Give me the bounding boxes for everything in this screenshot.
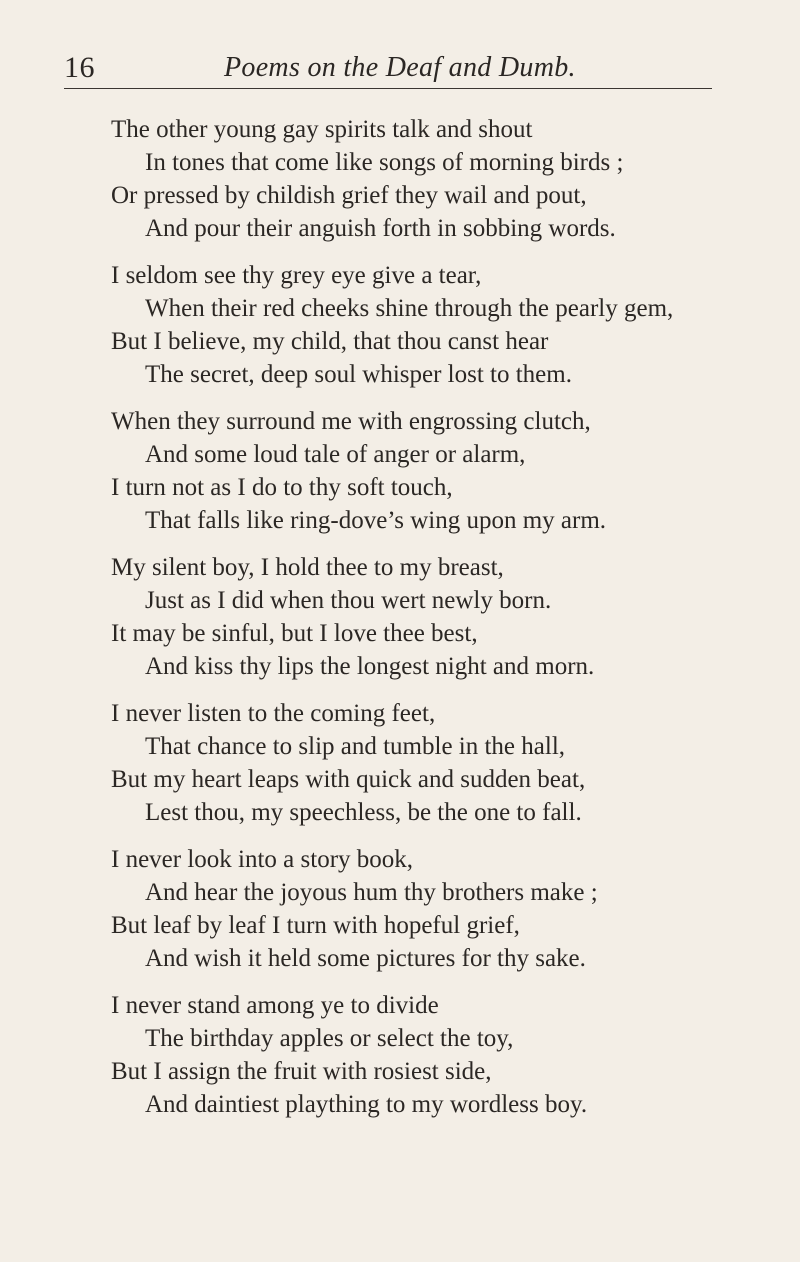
poem-line: But I assign the fruit with rosiest side, <box>111 1058 492 1085</box>
stanza-1 <box>111 113 751 245</box>
page-number: 16 <box>64 51 95 84</box>
poem-line: I never look into a story book, <box>111 846 414 873</box>
poem-line: I never listen to the coming feet, <box>111 700 436 727</box>
poem-line: And some loud tale of anger or alarm, <box>145 441 526 468</box>
stanza-5 <box>111 697 751 829</box>
poem-line: The birthday apples or select the toy, <box>145 1025 514 1052</box>
poem-line: The other young gay spirits talk and shout <box>111 116 533 143</box>
poem-line: It may be sinful, but I love thee best, <box>111 620 478 647</box>
poem-line: Lest thou, my speechless, be the one to fall. <box>145 799 582 826</box>
poem-line: I seldom see thy grey eye give a tear, <box>111 262 482 289</box>
poem-line: My silent boy, I hold thee to my breast, <box>111 554 504 581</box>
poem-line: Just as I did when thou wert newly born. <box>145 587 552 614</box>
poem-line: That falls like ring-dove’s wing upon my arm. <box>145 507 607 534</box>
poem-line: The secret, deep soul whisper lost to them. <box>145 361 572 388</box>
poem-line: And pour their anguish forth in sobbing words. <box>145 215 616 242</box>
poem-line: But leaf by leaf I turn with hopeful grief, <box>111 912 520 939</box>
header-rule <box>64 88 712 89</box>
poem-line: When their red cheeks shine through the pearly gem, <box>145 295 674 322</box>
poem-line: And kiss thy lips the longest night and morn. <box>145 653 595 680</box>
poem-body <box>111 113 751 1135</box>
running-head <box>64 48 740 88</box>
poem-line: Or pressed by childish grief they wail and pout, <box>111 182 587 209</box>
stanza-7 <box>111 989 751 1121</box>
poem-line: But my heart leaps with quick and sudden beat, <box>111 766 586 793</box>
poem-line: In tones that come like songs of morning birds ; <box>145 149 624 176</box>
poem-line: I never stand among ye to divide <box>111 992 439 1019</box>
stanza-4 <box>111 551 751 683</box>
poem-line: But I believe, my child, that thou canst hear <box>111 328 549 355</box>
poem-line: And daintiest plaything to my wordless boy. <box>145 1091 588 1118</box>
stanza-6 <box>111 843 751 975</box>
poem-line: I turn not as I do to thy soft touch, <box>111 474 453 501</box>
poem-line: When they surround me with engrossing clutch, <box>111 408 591 435</box>
running-title: Poems on the Deaf and Dumb. <box>224 52 576 83</box>
poem-line: And wish it held some pictures for thy sake. <box>145 945 586 972</box>
poem-line: And hear the joyous hum thy brothers make ; <box>145 879 598 906</box>
stanza-2 <box>111 259 751 391</box>
poem-line: That chance to slip and tumble in the hall, <box>145 733 566 760</box>
stanza-3 <box>111 405 751 537</box>
